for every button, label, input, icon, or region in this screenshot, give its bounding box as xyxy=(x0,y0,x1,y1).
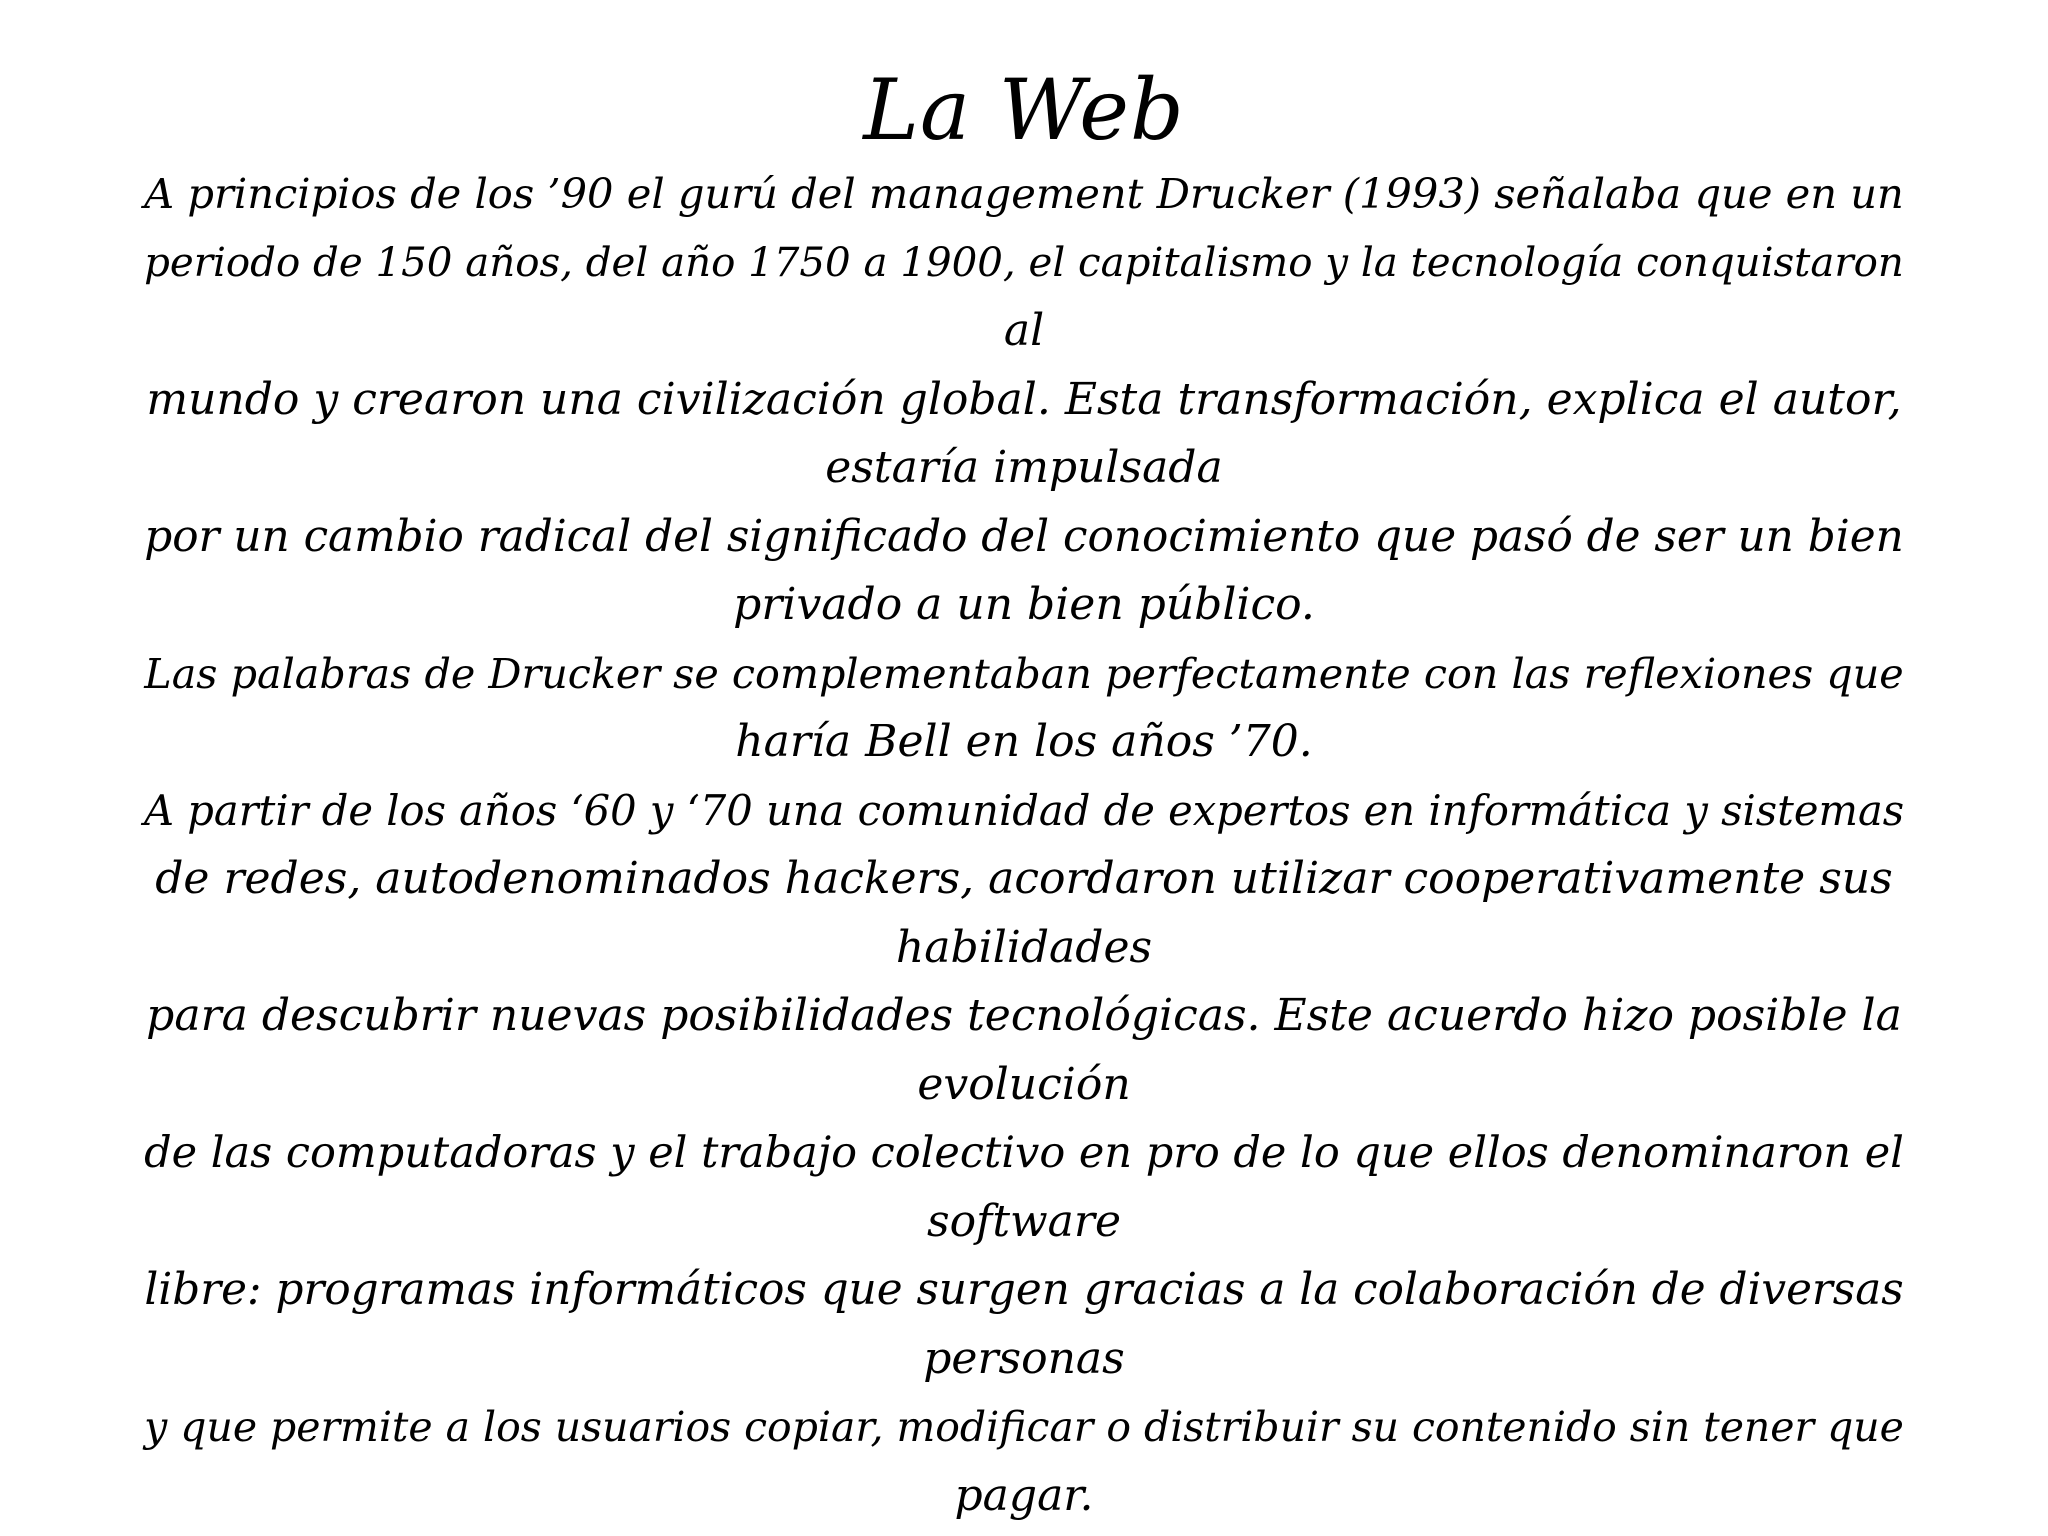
text-line: al xyxy=(1003,305,1045,356)
text-line: para descubrir nuevas posibilidades tecnológicas. Este acuerdo hizo posible la xyxy=(146,990,1902,1041)
text-line: Las palabras de Drucker se complementaban perfectamente con las reflexiones que xyxy=(144,649,1904,698)
text-line: y que permite a los usuarios copiar, modificar o distribuir su contenido sin tener que xyxy=(144,1403,1904,1451)
page-title: La Web xyxy=(863,61,1185,159)
text-line: software xyxy=(926,1195,1121,1247)
text-line: estaría impulsada xyxy=(825,442,1223,493)
text-line: habilidades xyxy=(895,921,1153,973)
text-line: mundo y crearon una civilización global. Esta transformación, explica el autor, xyxy=(146,373,1902,425)
text-line: privado a un bien público. xyxy=(733,579,1315,630)
text-line: personas xyxy=(923,1332,1125,1384)
text-line: evolución xyxy=(917,1058,1131,1110)
text-line: por un cambio radical del significado del conocimiento que pasó de ser un bien xyxy=(144,510,1904,562)
text-line: de las computadoras y el trabajo colectivo en pro de lo que ellos denominaron el xyxy=(144,1128,1904,1178)
text-line: periodo de 150 años, del año 1750 a 1900, el capitalismo y la tecnología conquistaron xyxy=(144,238,1904,286)
text-line: libre: programas informáticos que surgen gracias a la colaboración de diversas xyxy=(144,1264,1904,1315)
text-line: haría Bell en los años ’70. xyxy=(735,716,1313,767)
text-line: A partir de los años ‘60 y ‘70 una comunidad de expertos en informática y sistemas xyxy=(144,785,1905,835)
body-text xyxy=(144,160,1904,1530)
text-line: A principios de los ’90 el gurú del management Drucker (1993) señalaba que en un xyxy=(144,169,1904,218)
text-line: de redes, autodenominados hackers, acordaron utilizar cooperativamente sus xyxy=(155,853,1893,904)
text-line: pagar. xyxy=(954,1469,1094,1521)
